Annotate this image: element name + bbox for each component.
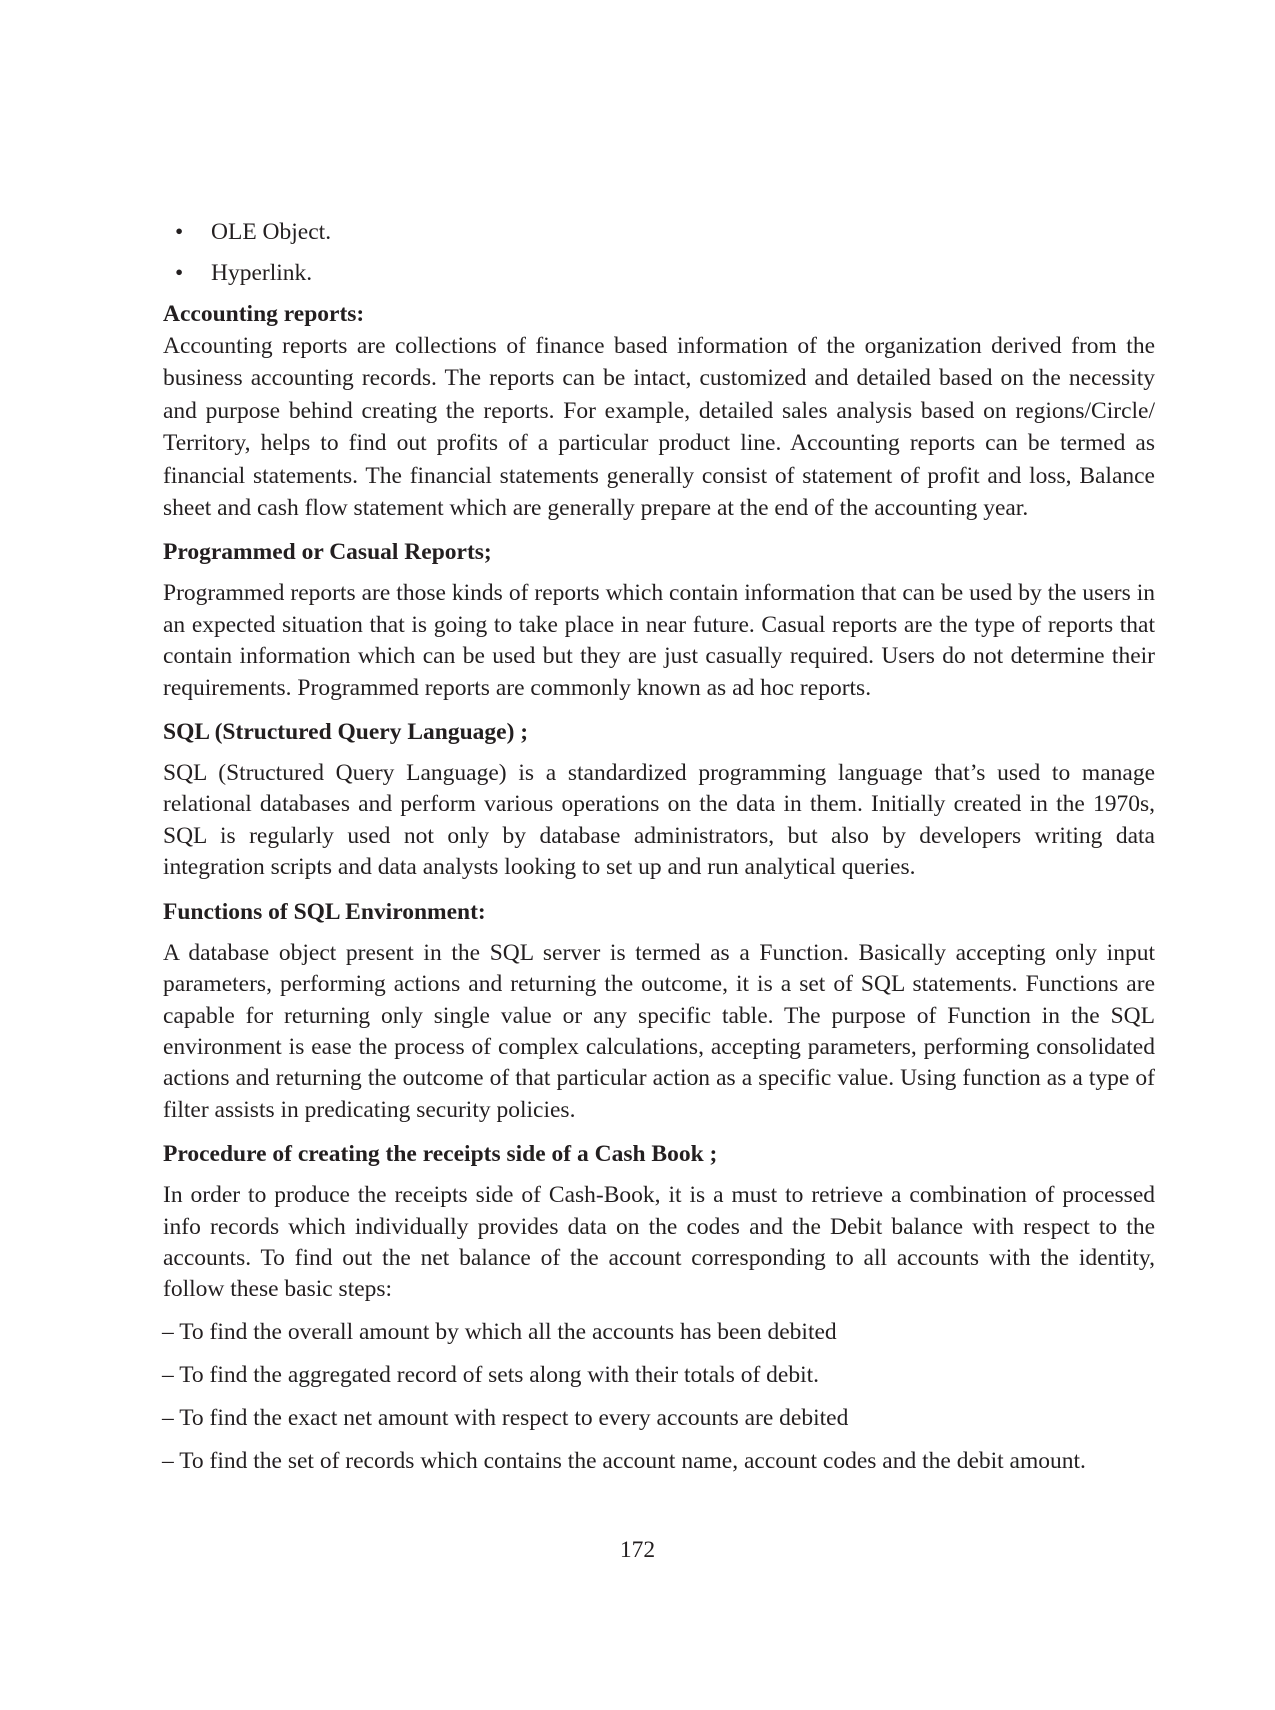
page-number: 172 — [619, 1537, 656, 1563]
page-content — [163, 216, 1155, 1488]
step-item: – To find the set of records which contains the account name, account codes and the debit amount. — [162, 1447, 1086, 1474]
bullet-item — [163, 216, 1155, 257]
steps-list — [163, 1316, 1155, 1488]
bullet-text: OLE Object. — [211, 219, 332, 245]
bullet-list — [163, 216, 1155, 298]
section-paragraph: Programmed reports are those kinds of reports which contain information that can be used by the users in an expected situation that is going to take place in near future. Casual reports are the type of reports that contain information which can be used but they are just casually required. Users do not determine their requirements. Programmed reports are commonly known as ad hoc reports. — [163, 580, 1155, 701]
section-accounting-reports — [163, 298, 1155, 524]
section-paragraph: In order to produce the receipts side of Cash-Book, it is a must to retrieve a combination of processed info records which individually provides data on the codes and the Debit balance with respect to the accounts. To find out the net balance of the account corresponding to all accounts with the identity, follow these basic steps: — [163, 1182, 1155, 1303]
section-heading: Functions of SQL Environment: — [163, 898, 486, 925]
section-programmed-reports — [163, 536, 1155, 704]
step-item: – To find the aggregated record of sets along with their totals of debit. — [162, 1361, 820, 1388]
section-cash-book-procedure — [163, 1138, 1155, 1306]
bullet-text: Hyperlink. — [211, 260, 313, 286]
bullet-marker: • — [175, 260, 184, 286]
bullet-marker: • — [175, 219, 184, 245]
section-sql-functions — [163, 896, 1155, 1126]
section-paragraph: Accounting reports are collections of finance based information of the organization derived from the business accounting records. The reports can be intact, customized and detailed based on the necessity and purpose behind creating the reports. For example, detailed sales analysis based on regions/Circle/ Territory, helps to find out profits of a particular product line. Accounting reports can be termed as financial statements. The financial statements generally consist of statement of profit and loss, Balance sheet and cash flow statement which are generally prepare at the end of the accounting year. — [163, 333, 1155, 522]
bullet-item — [163, 257, 1155, 298]
step-item: – To find the exact net amount with respect to every accounts are debited — [162, 1404, 849, 1431]
section-paragraph: SQL (Structured Query Language) is a standardized programming language that’s used to manage relational databases and perform various operations on the data in them. Initially created in the 1970s, SQL is regularly used not only by database administrators, but also by developers writing data integration scripts and data analysts looking to set up and run analytical queries. — [163, 760, 1155, 881]
section-paragraph: A database object present in the SQL server is termed as a Function. Basically accepting only input parameters, performing actions and returning the outcome, it is a set of SQL statements. Functions are capable for returning only single value or any specific table. The purpose of Function in the SQL environment is ease the process of complex calculations, accepting parameters, performing consolidated actions and returning the outcome of that particular action as a specific value. Using function as a type of filter assists in predicating security policies. — [163, 939, 1155, 1123]
section-heading: Procedure of creating the receipts side of a Cash Book ; — [163, 1141, 718, 1168]
step-item: – To find the overall amount by which all the accounts has been debited — [162, 1318, 837, 1345]
section-heading: SQL (Structured Query Language) ; — [163, 719, 529, 746]
section-sql — [163, 716, 1155, 884]
section-heading: Programmed or Casual Reports; — [163, 539, 492, 566]
section-heading: Accounting reports: — [163, 301, 365, 327]
